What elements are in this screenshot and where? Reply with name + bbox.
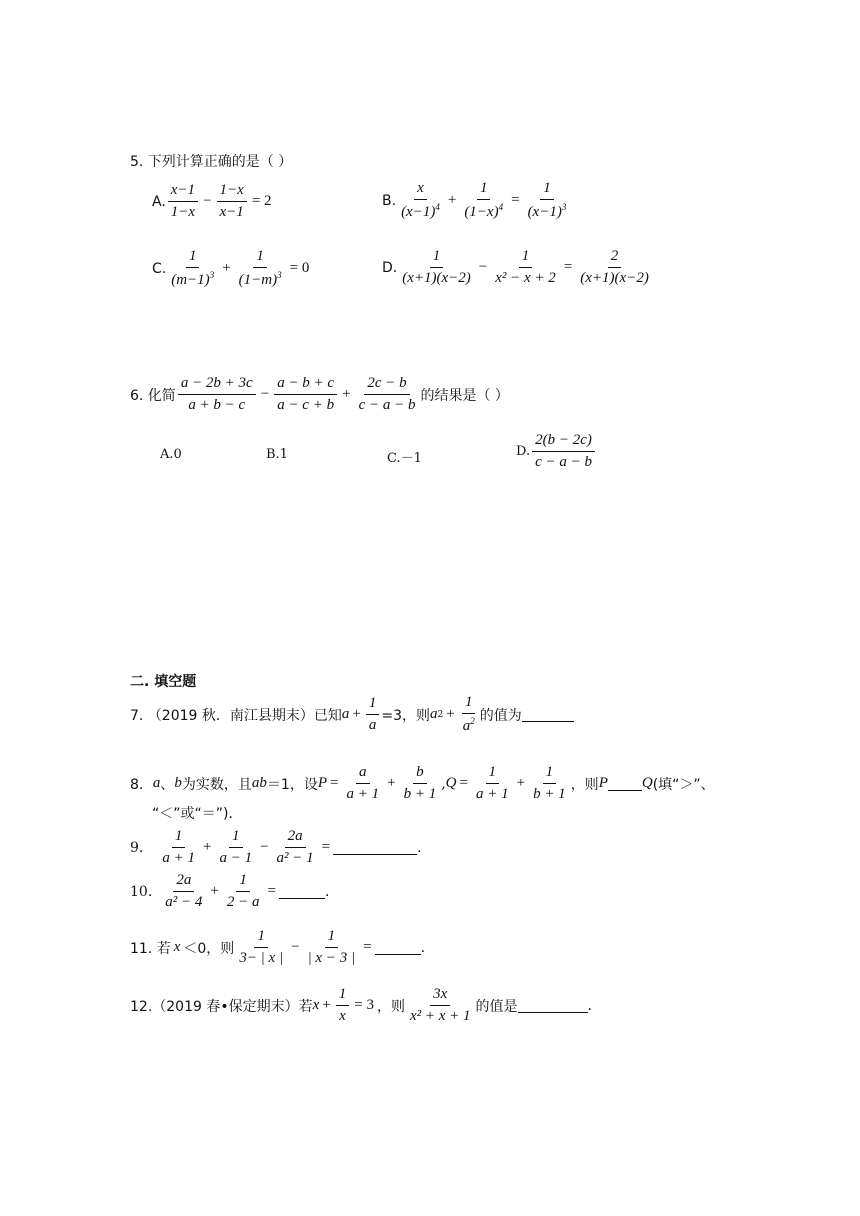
- question-8-mid2: ＝1，设: [266, 776, 318, 793]
- question-10-prefix: 10.: [130, 883, 153, 900]
- q6-option-d: [516, 432, 597, 471]
- fraction: $\frac{1}{| x - 3 |}$: [307, 928, 356, 966]
- q5-option-c: C. $\frac{1}{(m-1)^3}$ + $\frac{1}{(1-m)^3}$ = 0: [152, 248, 310, 288]
- fraction: $\frac{x}{(x-1)^4}$: [401, 180, 440, 220]
- question-12-then: ，则: [376, 998, 405, 1015]
- q6-option-a: A.0: [160, 447, 182, 462]
- question-10: 10. $\frac{2a}{\text{a² − 4}}$ + $\frac{1}{2 - a}$ = .: [130, 872, 330, 910]
- fraction: $\frac{1}{(x+1)(x-2)}$: [402, 248, 471, 286]
- question-9: 9. $\frac{1}{a + 1}$ + $\frac{1}{a - 1}$ − $\frac{2a}{\text{a² − 1}}$ = .: [130, 828, 422, 866]
- question-7: 7. （2019 秋．南江县期末）已知 a + $\frac{1}{a}$ =3，则 a 2 + $\frac{1}{a^2}$ 的值为: [130, 694, 574, 735]
- fraction: $\frac{1}{(x-1)^3}$: [527, 180, 567, 220]
- question-6-suffix: 的结果是（ ）: [420, 387, 509, 404]
- question-6-stem: 6. 化简 $\frac{a - 2b + 3c}{a + b - c}$ − $\frac{a - b + c}{a - c + b}$ + $\frac{2c - b}{c - a - b}$ 的结果是（ ）: [130, 375, 509, 413]
- fraction: $\frac{x-1}{1-x}$: [168, 182, 198, 221]
- answer-blank[interactable]: [333, 840, 417, 855]
- fraction: $\frac{2a}{\text{a² − 4}}$: [165, 872, 203, 910]
- question-7-suffix: 的值为: [479, 707, 522, 724]
- question-5-text: 5. 下列计算正确的是（ ）: [130, 154, 293, 170]
- q6-option-c: C.－1: [387, 451, 422, 466]
- fraction: $\frac{2a}{\text{a² − 1}}$: [276, 828, 314, 866]
- fraction: $\frac{2}{(x+1)(x-2)}$: [580, 248, 649, 286]
- option-label: A.: [152, 193, 166, 210]
- fraction: $\frac{1}{(1-x)^4}$: [464, 180, 504, 220]
- question-8-line2: [152, 803, 242, 823]
- question-7-prefix: 7. （2019 秋．南江县期末）已知: [130, 707, 342, 724]
- question-11-cond: ＜0，则: [183, 940, 235, 957]
- option-label: C.: [152, 260, 167, 277]
- option-label: D.: [516, 444, 531, 459]
- fraction: $\frac{2(b - 2c)}{c - a - b}$: [532, 432, 595, 471]
- question-8-then: ，则: [570, 776, 599, 793]
- fraction: $\frac{1}{b + 1}$: [533, 764, 566, 802]
- question-8-fill-hint: (填“＞”、: [652, 776, 715, 793]
- answer-blank[interactable]: [375, 940, 421, 955]
- q5-option-a: A. $\frac{x-1}{1-x}$ − $\frac{1-x}{x-1}$ = 2: [152, 182, 272, 220]
- question-12-prefix: 12.（2019 春•保定期末）若: [130, 998, 313, 1015]
- question-8-line2-text: “＜”或“＝”)．: [152, 806, 243, 822]
- fraction: $\frac{1}{(m-1)^3}$: [171, 248, 215, 288]
- option-label: D.: [382, 259, 398, 276]
- fraction: $\frac{1}{3- | x |}$: [239, 928, 284, 966]
- fraction: $\frac{1}{a}$: [366, 695, 380, 734]
- answer-blank[interactable]: [608, 776, 642, 791]
- question-8: 8． a 、 b 为实数，且 ab ＝1，设 P = $\frac{a}{a + 1}$ + $\frac{b}{b + 1}$ , Q = $\frac{1}{a + 1}$ + $\frac{1}{b + 1}$ ，则 P Q (填“＞”、: [130, 764, 715, 802]
- q5-option-d: D. $\frac{1}{(x+1)(x-2)}$ − $\frac{1}{\text{x² − x + 2}}$ = $\frac{2}{(x+1)(x-2)}$: [382, 248, 654, 287]
- fraction: $\frac{1}{a - 1}$: [219, 828, 253, 866]
- question-12-suffix: 的值是: [475, 998, 518, 1015]
- question-12: 12.（2019 春•保定期末）若 x + $\frac{1}{x}$ = 3 ，则 $\frac{3x}{\text{x² + x + 1}}$ 的值是 .: [130, 986, 592, 1024]
- question-8-mid1: 为实数，且: [181, 776, 252, 793]
- fraction: $\frac{1}{a + 1}$: [475, 764, 509, 802]
- fraction: $\frac{1}{a^2}$: [462, 694, 475, 734]
- fraction: $\frac{1}{(1-m)^3}$: [238, 248, 282, 288]
- fraction: $\frac{3x}{\text{x² + x + 1}}$: [409, 986, 471, 1024]
- option-label: B.: [382, 192, 397, 209]
- fraction: $\frac{1}{a + 1}$: [162, 828, 195, 866]
- question-11: 11. 若 x ＜0，则 $\frac{1}{3- | x |}$ − $\frac{1}{| x - 3 |}$ = .: [130, 928, 426, 966]
- question-5-stem: [130, 151, 292, 171]
- fraction: $\frac{1}{\text{x² − x + 2}}$: [495, 248, 556, 286]
- answer-blank[interactable]: [522, 707, 574, 722]
- fraction: $\frac{a - 2b + 3c}{a + b - c}$: [178, 375, 256, 414]
- q5-option-b: B. $\frac{x}{(x-1)^4}$ + $\frac{1}{(1-x)^4}$ = $\frac{1}{(x-1)^3}$: [382, 180, 571, 221]
- fraction: $\frac{1-x}{x-1}$: [217, 182, 247, 221]
- question-7-mid: =3，则: [381, 707, 430, 724]
- fraction: $\frac{a}{a + 1}$: [346, 764, 380, 802]
- section-heading: 二. 填空题: [130, 674, 197, 690]
- fraction: $\frac{1}{x}$: [336, 986, 350, 1025]
- fraction: $\frac{a - b + c}{a - c + b}$: [274, 375, 337, 414]
- q6-option-b: B.1: [266, 447, 288, 462]
- fraction: $\frac{2c - b}{c - a - b}$: [358, 375, 416, 413]
- question-8-prefix: 8．: [130, 776, 153, 793]
- answer-blank[interactable]: [279, 884, 325, 899]
- question-9-prefix: 9.: [130, 839, 144, 856]
- question-6-prefix: 6. 化简: [130, 387, 176, 404]
- answer-blank[interactable]: [518, 998, 588, 1013]
- fraction: $\frac{b}{b + 1}$: [403, 764, 437, 802]
- question-11-prefix: 11. 若: [130, 940, 171, 957]
- fraction: $\frac{1}{2 - a}$: [226, 872, 260, 910]
